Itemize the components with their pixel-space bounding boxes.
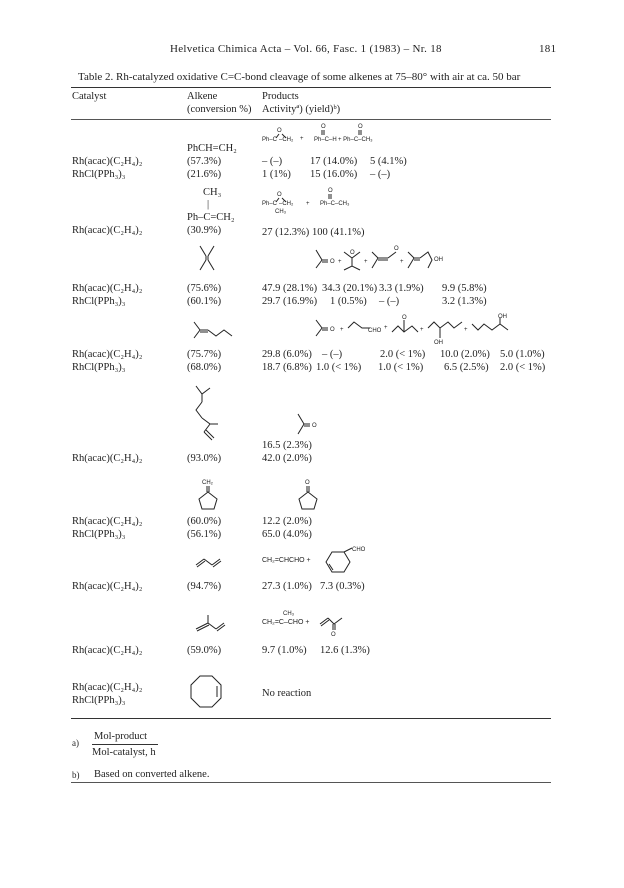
svg-text:–CH₂: –CH₂ bbox=[279, 137, 294, 143]
svg-text:O: O bbox=[330, 259, 335, 265]
activity-value: 9.7 (1.0%) bbox=[262, 645, 307, 656]
activity-value: 12.2 (2.0%) bbox=[262, 516, 312, 527]
table-top-rule bbox=[71, 87, 551, 88]
svg-text:Ph–C: Ph–C bbox=[262, 201, 278, 207]
svg-text:O: O bbox=[358, 124, 363, 130]
svg-text:O: O bbox=[277, 192, 282, 198]
activity-value: 42.0 (2.0%) bbox=[262, 453, 312, 464]
footnote-fraction-line bbox=[92, 744, 158, 745]
svg-text:O: O bbox=[331, 632, 336, 638]
catalyst-name: Rh(acac)(C₂H₄)₂ bbox=[72, 349, 143, 360]
alkene-formula: Ph–C=CH₂ bbox=[187, 212, 235, 223]
activity-value: 47.9 (28.1%) bbox=[262, 283, 318, 294]
cho-label: CHO bbox=[368, 328, 382, 334]
alkene-formula: PhCH=CH₂ bbox=[187, 143, 237, 154]
activity-value: 16.5 (2.3%) bbox=[262, 440, 312, 451]
svg-text:+ Ph–C–CH₃: + Ph–C–CH₃ bbox=[338, 137, 373, 143]
svg-text:O: O bbox=[328, 188, 333, 194]
oh-label: OH bbox=[434, 340, 443, 346]
page-number: 181 bbox=[539, 43, 557, 55]
svg-text:Ph–C–H: Ph–C–H bbox=[314, 137, 337, 143]
ch2-label: CH₂ bbox=[202, 480, 213, 486]
svg-text:+: + bbox=[400, 259, 404, 265]
row8-product-top: CH₃ bbox=[283, 611, 295, 617]
activity-value: – (–) bbox=[370, 169, 391, 180]
catalyst-name: Rh(acac)(C₂H₄)₂ bbox=[72, 516, 143, 527]
activity-value: – (–) bbox=[322, 349, 343, 360]
conversion-value: (30.9%) bbox=[187, 225, 222, 236]
activity-value: 2.0 (< 1%) bbox=[500, 362, 546, 373]
row7-product-formula: CH₂=CHCHO + bbox=[262, 557, 311, 564]
catalyst-name: RhCl(PPh₃)₃ bbox=[72, 362, 126, 373]
catalyst-name: Rh(acac)(C₂H₄)₂ bbox=[72, 581, 143, 592]
activity-value: 10.0 (2.0%) bbox=[440, 349, 490, 360]
col-header-alkene: Alkene bbox=[187, 91, 218, 102]
catalyst-name: Rh(acac)(C₂H₄)₂ bbox=[72, 645, 143, 656]
catalyst-name: Rh(acac)(C₂H₄)₂ bbox=[72, 225, 143, 236]
row4-alkene-structure bbox=[190, 320, 240, 342]
activity-value: 15 (16.0%) bbox=[310, 169, 358, 180]
activity-value: 29.8 (6.0%) bbox=[262, 349, 312, 360]
catalyst-name: RhCl(PPh₃)₃ bbox=[72, 529, 126, 540]
activity-value: 29.7 (16.9%) bbox=[262, 296, 318, 307]
catalyst-name: Rh(acac)(C₂H₄)₂ bbox=[72, 156, 143, 167]
svg-text:+: + bbox=[340, 327, 344, 333]
col-header-catalyst: Catalyst bbox=[72, 91, 107, 102]
activity-value: 17 (14.0%) bbox=[310, 156, 358, 167]
activity-value: 12.6 (1.3%) bbox=[320, 645, 370, 656]
activity-value: 1.0 (< 1%) bbox=[378, 362, 424, 373]
svg-text:OH: OH bbox=[434, 257, 443, 263]
conversion-value: (93.0%) bbox=[187, 453, 222, 464]
activity-value: 5 (4.1%) bbox=[370, 156, 407, 167]
row7-product-structure bbox=[322, 548, 372, 578]
conversion-value: (75.7%) bbox=[187, 349, 222, 360]
activity-value: 2.0 (< 1%) bbox=[380, 349, 426, 360]
table-bottom-rule bbox=[71, 718, 551, 719]
svg-text:O: O bbox=[321, 124, 326, 130]
row1-product-structures bbox=[262, 120, 422, 146]
conversion-value: (60.1%) bbox=[187, 296, 222, 307]
conversion-value: (21.6%) bbox=[187, 169, 222, 180]
row5-product-structure bbox=[296, 412, 326, 438]
running-header: Helvetica Chimica Acta – Vol. 66, Fasc. 1 (1983) – Nr. 18 bbox=[170, 43, 442, 55]
activity-value: 34.3 (20.1%) bbox=[322, 283, 378, 294]
footnote-b-text: Based on converted alkene. bbox=[94, 769, 210, 780]
conversion-value: (59.0%) bbox=[187, 645, 222, 656]
row4-product-structures bbox=[262, 314, 552, 346]
footnote-a-mark: a) bbox=[72, 738, 79, 748]
no-reaction-text: No reaction bbox=[262, 688, 312, 699]
svg-text:+: + bbox=[384, 325, 388, 331]
row6-product-structure bbox=[296, 478, 326, 512]
svg-text:+: + bbox=[364, 259, 368, 265]
activity-value: 6.5 (2.5%) bbox=[444, 362, 489, 373]
activity-value: 3.3 (1.9%) bbox=[379, 283, 424, 294]
catalyst-name: RhCl(PPh₃)₃ bbox=[72, 695, 126, 706]
catalyst-name: RhCl(PPh₃)₃ bbox=[72, 169, 126, 180]
conversion-value: (56.1%) bbox=[187, 529, 222, 540]
activity-value: 27.3 (1.0%) bbox=[262, 581, 312, 592]
table-caption bbox=[78, 71, 520, 83]
conversion-value: (60.0%) bbox=[187, 516, 222, 527]
col-header-alkene-sub: (conversion %) bbox=[187, 104, 252, 115]
row2-product-structures bbox=[262, 188, 392, 218]
row9-alkene-structure bbox=[188, 674, 224, 710]
row6-alkene-structure bbox=[196, 478, 226, 512]
svg-text:O: O bbox=[277, 128, 282, 134]
svg-text:+: + bbox=[300, 136, 304, 142]
catalyst-name: Rh(acac)(C₂H₄)₂ bbox=[72, 453, 143, 464]
activity-value: 1 (0.5%) bbox=[330, 296, 367, 307]
footnote-b-mark: b) bbox=[72, 770, 80, 780]
catalyst-name: Rh(acac)(C₂H₄)₂ bbox=[72, 682, 143, 693]
cho-label: CHO bbox=[352, 547, 366, 553]
row7-alkene-structure bbox=[194, 553, 234, 569]
row8-product-formula: CH₂=C–CHO + bbox=[262, 619, 310, 626]
activity-value: 100 (41.1%) bbox=[312, 227, 365, 238]
conversion-value: (68.0%) bbox=[187, 362, 222, 373]
catalyst-name: Rh(acac)(C₂H₄)₂ bbox=[72, 283, 143, 294]
activity-value: 5.0 (1.0%) bbox=[500, 349, 545, 360]
svg-text:O: O bbox=[402, 315, 407, 321]
svg-text:CH₃: CH₃ bbox=[275, 209, 287, 215]
catalyst-name: RhCl(PPh₃)₃ bbox=[72, 296, 126, 307]
activity-value: – (–) bbox=[262, 156, 283, 167]
row5-alkene-structure bbox=[190, 384, 230, 444]
alkene-formula-top: CH₃ bbox=[203, 187, 222, 198]
svg-text:–CH₂: –CH₂ bbox=[279, 201, 294, 207]
svg-text:+: + bbox=[420, 327, 424, 333]
footnote-a-numerator: Mol-product bbox=[94, 731, 148, 742]
activity-value: 1.0 (< 1%) bbox=[316, 362, 362, 373]
row8-alkene-structure bbox=[194, 613, 234, 635]
footnote-bottom-rule bbox=[71, 782, 551, 783]
svg-text:+: + bbox=[464, 327, 468, 333]
conversion-value: (57.3%) bbox=[187, 156, 222, 167]
row8-product-structure bbox=[318, 614, 348, 640]
svg-text:+: + bbox=[338, 259, 342, 265]
conversion-value: (75.6%) bbox=[187, 283, 222, 294]
svg-text:Ph–C–CH₃: Ph–C–CH₃ bbox=[320, 201, 350, 207]
row3-product-structures bbox=[262, 246, 512, 274]
svg-text:O: O bbox=[350, 250, 355, 256]
activity-value: 9.9 (5.8%) bbox=[442, 283, 487, 294]
svg-text:O: O bbox=[312, 423, 317, 429]
row3-alkene-structure bbox=[196, 244, 226, 272]
col-header-products-sub: Activityª) (yield)ᵇ) bbox=[262, 104, 341, 115]
svg-text:Ph–C: Ph–C bbox=[262, 137, 278, 143]
activity-value: 7.3 (0.3%) bbox=[320, 581, 365, 592]
svg-text:O: O bbox=[394, 246, 399, 252]
table-caption-text: Table 2. Rh-catalyzed oxidative C=C-bond cleavage of some alkenes at 75–80° with air at ca. 50 bar bbox=[78, 71, 521, 83]
svg-text:O: O bbox=[330, 327, 335, 333]
activity-value: 1 (1%) bbox=[262, 169, 291, 180]
footnote-a-denominator: Mol-catalyst, h bbox=[92, 747, 156, 758]
conversion-value: (94.7%) bbox=[187, 581, 222, 592]
activity-value: 27 (12.3%) bbox=[262, 227, 310, 238]
col-header-products: Products bbox=[262, 91, 299, 102]
alkene-formula-bond: | bbox=[207, 199, 210, 210]
svg-text:+: + bbox=[306, 201, 310, 207]
activity-value: 18.7 (6.8%) bbox=[262, 362, 312, 373]
activity-value: 3.2 (1.3%) bbox=[442, 296, 487, 307]
activity-value: 65.0 (4.0%) bbox=[262, 529, 312, 540]
oh-label: OH bbox=[498, 314, 507, 320]
activity-value: – (–) bbox=[379, 296, 400, 307]
svg-text:O: O bbox=[305, 480, 310, 486]
